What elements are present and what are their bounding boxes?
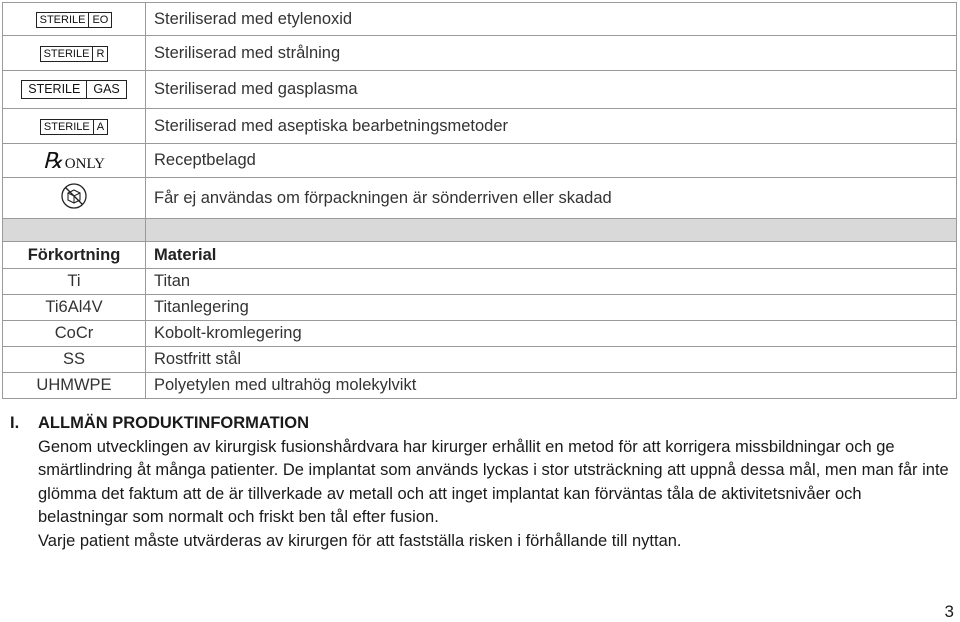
symbol-description: Steriliserad med gasplasma — [146, 71, 957, 109]
material-header: Material — [146, 242, 957, 269]
material-abbreviation: Ti6Al4V — [3, 295, 146, 321]
symbol-row-damaged-package — [3, 178, 957, 219]
page-number: 3 — [944, 602, 954, 621]
material-abbreviation: UHMWPE — [3, 373, 146, 399]
section-number: I. — [10, 414, 20, 432]
material-name: Titanlegering — [146, 295, 957, 321]
separator-row — [3, 219, 957, 242]
material-abbreviation: CoCr — [3, 321, 146, 347]
material-abbreviation: Ti — [3, 269, 146, 295]
material-name: Rostfritt stål — [146, 347, 957, 373]
abbreviation-header: Förkortning — [3, 242, 146, 269]
material-row — [3, 347, 957, 373]
material-abbreviation: SS — [3, 347, 146, 373]
materials-header-row — [3, 242, 957, 269]
general-product-information-section — [10, 412, 955, 553]
symbol-row-rx-only — [3, 144, 957, 178]
material-row — [3, 321, 957, 347]
material-name: Polyetylen med ultrahög molekylvikt — [146, 373, 957, 399]
section-paragraph: Varje patient måste utvärderas av kirurgen för att fastställa risken i förhållande till nyttan. — [38, 531, 682, 550]
section-title: ALLMÄN PRODUKTINFORMATION — [38, 414, 309, 432]
sterile-r-symbol: STERILE R — [40, 46, 109, 62]
symbol-row-sterile-gas — [3, 71, 957, 109]
damaged-package-icon — [59, 197, 89, 214]
material-row — [3, 373, 957, 399]
material-row — [3, 269, 957, 295]
sterile-gas-symbol: STERILE GAS — [21, 80, 127, 99]
symbol-row-sterile-r — [3, 36, 957, 71]
symbol-description: Steriliserad med aseptiska bearbetningsmetoder — [146, 109, 957, 144]
symbol-description: Steriliserad med etylenoxid — [146, 3, 957, 36]
symbol-description: Får ej användas om förpackningen är sönderriven eller skadad — [146, 178, 957, 219]
material-name: Kobolt-kromlegering — [146, 321, 957, 347]
material-name: Titan — [146, 269, 957, 295]
section-paragraph: Genom utvecklingen av kirurgisk fusionshårdvara har kirurger erhållit en metod för att korrigera missbildningar och ge smärtlindring åt många patienter. De implantat som används lyckas i stor utsträckning att uppnå dessa mål, men man får inte glömma det faktum att de är tillverkade av metall och att inget implantat kan förväntas tåla de aktivitetsnivåer och belastningar som normalt och friskt ben tål efter fusion. — [38, 437, 949, 526]
sterile-a-symbol: STERILE A — [40, 119, 108, 135]
sterile-eo-symbol: STERILE EO — [36, 12, 113, 28]
symbol-row-sterile-eo — [3, 3, 957, 36]
symbol-description: Receptbelagd — [146, 144, 957, 178]
material-row — [3, 295, 957, 321]
symbols-and-materials-table — [2, 2, 957, 399]
section-heading — [10, 412, 955, 436]
symbol-description: Steriliserad med strålning — [146, 36, 957, 71]
rx-only-symbol: ℞ ONLY — [43, 147, 105, 173]
symbol-row-sterile-a — [3, 109, 957, 144]
